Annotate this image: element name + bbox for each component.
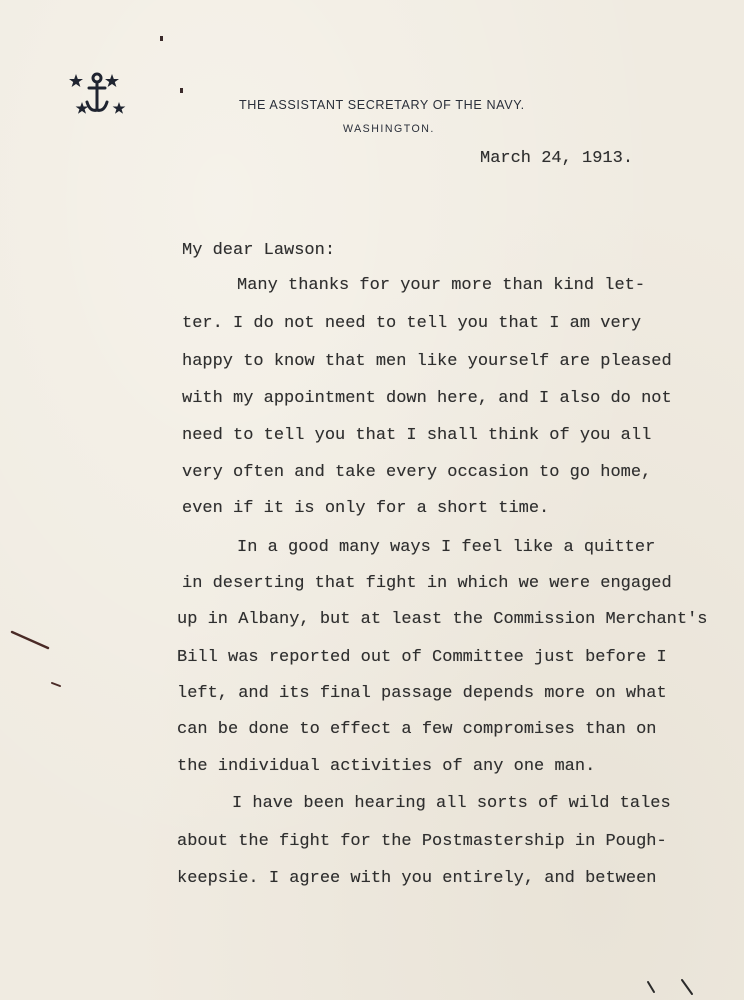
body-line: with my appointment down here, and I also do not xyxy=(182,389,672,408)
body-line: in deserting that fight in which we were engaged xyxy=(182,574,672,593)
ink-mark xyxy=(640,976,700,998)
ink-speck xyxy=(158,34,166,44)
body-line: ter. I do not need to tell you that I am very xyxy=(182,314,642,333)
body-line: about the fight for the Postmastership in Pough- xyxy=(177,832,667,851)
body-line: up in Albany, but at least the Commission Merchant's xyxy=(177,610,708,629)
ink-speck xyxy=(178,86,186,96)
body-line: happy to know that men like yourself are pleased xyxy=(182,352,672,371)
body-line: I have been hearing all sorts of wild tales xyxy=(232,794,671,813)
body-line: Many thanks for your more than kind let- xyxy=(237,276,646,295)
body-line: the individual activities of any one man. xyxy=(177,757,596,776)
body-line: In a good many ways I feel like a quitter xyxy=(237,538,656,557)
body-line: need to tell you that I shall think of you all xyxy=(182,426,652,445)
body-line: even if it is only for a short time. xyxy=(182,499,550,518)
body-line: left, and its final passage depends more on what xyxy=(177,684,667,703)
body-line: keepsie. I agree with you entirely, and between xyxy=(177,869,657,888)
body-line: very often and take every occasion to go home, xyxy=(182,463,652,482)
ink-speck xyxy=(50,680,64,690)
letterhead-title: THE ASSISTANT SECRETARY OF THE NAVY. xyxy=(239,98,525,112)
letter-date: March 24, 1913. xyxy=(480,149,634,168)
salutation: My dear Lawson: xyxy=(182,241,336,260)
anchor-with-stars-icon xyxy=(66,70,130,118)
ink-mark xyxy=(10,628,52,656)
body-line: Bill was reported out of Committee just before I xyxy=(177,648,667,667)
body-line: can be done to effect a few compromises than on xyxy=(177,720,657,739)
letterhead-city: WASHINGTON. xyxy=(343,123,435,135)
